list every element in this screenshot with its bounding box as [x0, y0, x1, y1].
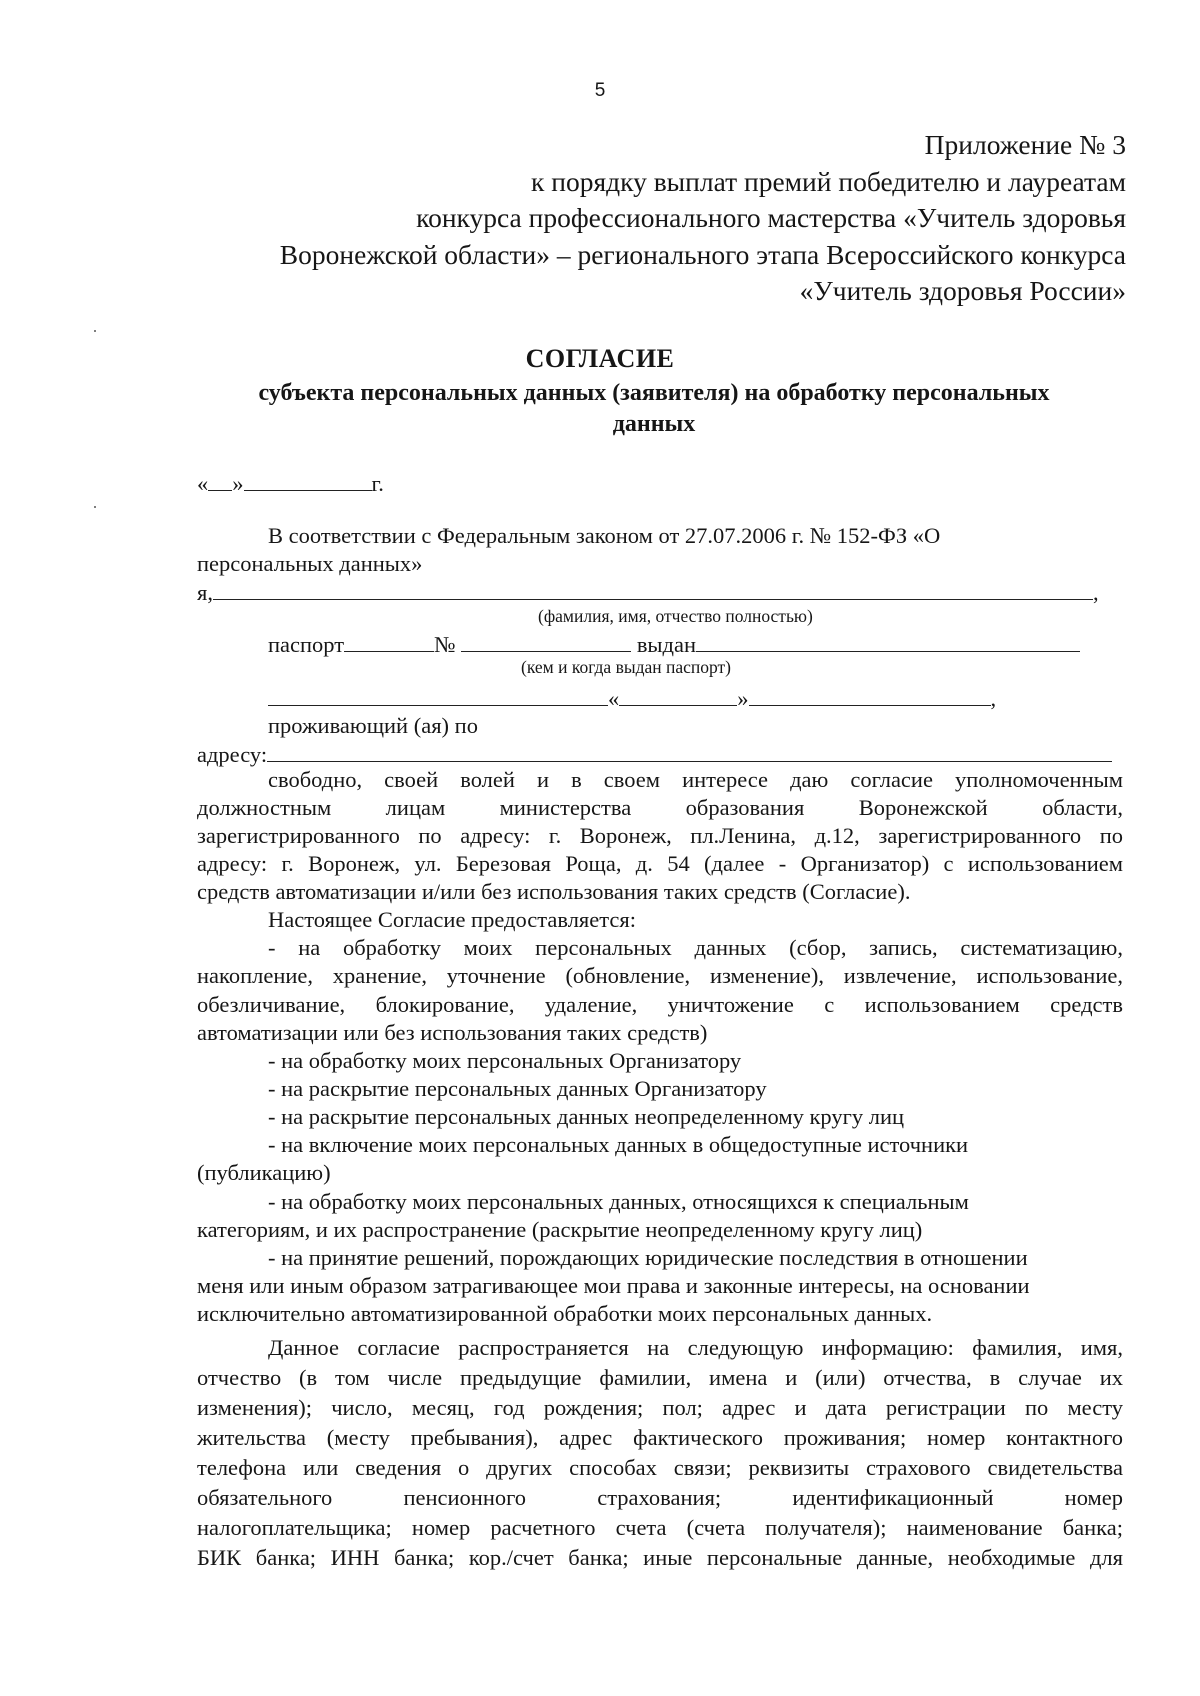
list-item: - на обработку моих персональных данных, относящихся к специальным	[268, 1189, 969, 1214]
list-item: - на обработку моих персональных Организатору	[268, 1048, 742, 1073]
intro-line: персональных данных»	[197, 551, 423, 576]
address-line	[197, 740, 1112, 769]
info-line: жительства (месту пребывания), адрес фактического проживания; номер контактного	[197, 1425, 1123, 1450]
day-blank	[208, 469, 232, 491]
info-line: обязательного пенсионного страхования; идентификационный номер	[197, 1485, 1123, 1510]
issue-year-blank	[749, 684, 991, 706]
info-line: отчество (в том числе предыдущие фамилии, имена и (или) отчества, в случае их	[197, 1365, 1123, 1390]
issuer-blank	[268, 684, 608, 706]
consent-line: средств автоматизации и/или без использования таких средств (Согласие).	[197, 879, 911, 904]
list-item-line: накопление, хранение, уточнение (обновление, изменение), извлечение, использование,	[197, 963, 1123, 988]
issued-label: выдан	[636, 632, 697, 657]
page-number: 5	[594, 80, 606, 101]
address-blank	[267, 740, 1112, 762]
info-line: Данное согласие распространяется на следующую информацию: фамилия, имя,	[268, 1335, 1123, 1360]
consent-line: адресу: г. Воронеж, ул. Березовая Роща, д. 54 (далее - Организатор) с использованием	[197, 851, 1123, 876]
issue-date-blank	[619, 684, 737, 706]
year-suffix: г.	[371, 471, 384, 496]
provided-heading: Настоящее Согласие предоставляется:	[268, 907, 636, 932]
issue-date-line	[268, 684, 996, 713]
list-item-line: - на обработку моих персональных данных (сбор, запись, систематизацию,	[268, 935, 1123, 960]
document-title: СОГЛАСИЕ	[525, 344, 675, 373]
residing-label: проживающий (ая) по	[268, 713, 478, 738]
info-line: изменения); число, месяц, год рождения; пол; адрес и дата регистрации по месту	[197, 1395, 1123, 1420]
passport-series-blank	[344, 630, 434, 652]
passport-line	[268, 630, 1080, 659]
info-line: телефона или сведения о других способах связи; реквизиты страхового свидетельства	[197, 1455, 1123, 1480]
list-item: - на раскрытие персональных данных Организатору	[268, 1076, 767, 1101]
appendix-line: к порядку выплат премий победителю и лауреатам	[531, 165, 1126, 197]
issued-caption: (кем и когда выдан паспорт)	[521, 657, 732, 677]
i-label: я,	[197, 580, 213, 605]
quote-open: «	[608, 686, 620, 711]
date-line	[197, 469, 384, 498]
date-close-quote: »	[232, 471, 244, 496]
fio-blank	[213, 578, 1093, 600]
appendix-line: Приложение № 3	[924, 129, 1126, 160]
appendix-line: «Учитель здоровья России»	[799, 275, 1126, 306]
list-item: - на раскрытие персональных данных неопределенному кругу лиц	[268, 1104, 905, 1129]
number-label: №	[434, 632, 456, 657]
i-comma: ,	[1092, 580, 1099, 605]
list-item: исключительно автоматизированной обработки моих персональных данных.	[197, 1301, 933, 1326]
document-subtitle: субъекта персональных данных (заявителя) на обработку персональных данных	[258, 380, 1050, 437]
date-open-quote: «	[197, 471, 209, 496]
intro-line: В соответствии с Федеральным законом от 27.07.2006 г. № 152-ФЗ «О	[268, 523, 941, 548]
list-item: категориям, и их распространение (раскрытие неопределенному кругу лиц)	[197, 1217, 923, 1242]
list-item: (публикацию)	[197, 1160, 331, 1185]
fio-caption: (фамилия, имя, отчество полностью)	[538, 606, 813, 626]
list-item: - на принятие решений, порождающих юридические последствия в отношении	[268, 1245, 1028, 1270]
consent-line: зарегистрированного по адресу: г. Воронеж, пл.Ленина, д.12, зарегистрированного по	[197, 823, 1123, 848]
month-blank	[244, 469, 372, 491]
issued-by-blank	[696, 630, 1080, 652]
appendix-line: Воронежской области» – регионального этапа Всероссийского конкурса	[279, 238, 1126, 270]
list-item: - на включение моих персональных данных в общедоступные источники	[268, 1132, 969, 1157]
list-item: меня или иным образом затрагивающее мои права и законные интересы, на основании	[197, 1273, 1030, 1298]
list-item-line: обезличивание, блокирование, удаление, уничтожение с использованием средств	[197, 992, 1123, 1017]
info-line: налогоплательщика; номер расчетного счета (счета получателя); наименование банка;	[197, 1515, 1123, 1540]
passport-number-blank	[461, 630, 631, 652]
consent-line: должностным лицам министерства образования Воронежской области,	[197, 795, 1123, 820]
appendix-line: конкурса профессионального мастерства «Учитель здоровья	[416, 202, 1126, 233]
line-comma: ,	[990, 686, 997, 711]
consent-line: свободно, своей волей и в своем интересе даю согласие уполномоченным	[268, 767, 1123, 792]
name-line	[197, 578, 1099, 607]
scan-mark	[94, 330, 96, 332]
passport-label: паспорт	[268, 632, 345, 657]
appendix-header	[126, 127, 1126, 310]
list-item-line: автоматизации или без использования таких средств)	[197, 1020, 708, 1045]
scan-mark	[94, 506, 96, 508]
address-label: адресу:	[197, 742, 268, 767]
info-line: БИК банка; ИНН банка; кор./счет банка; иные персональные данные, необходимые для	[197, 1545, 1123, 1570]
quote-close: »	[737, 686, 749, 711]
